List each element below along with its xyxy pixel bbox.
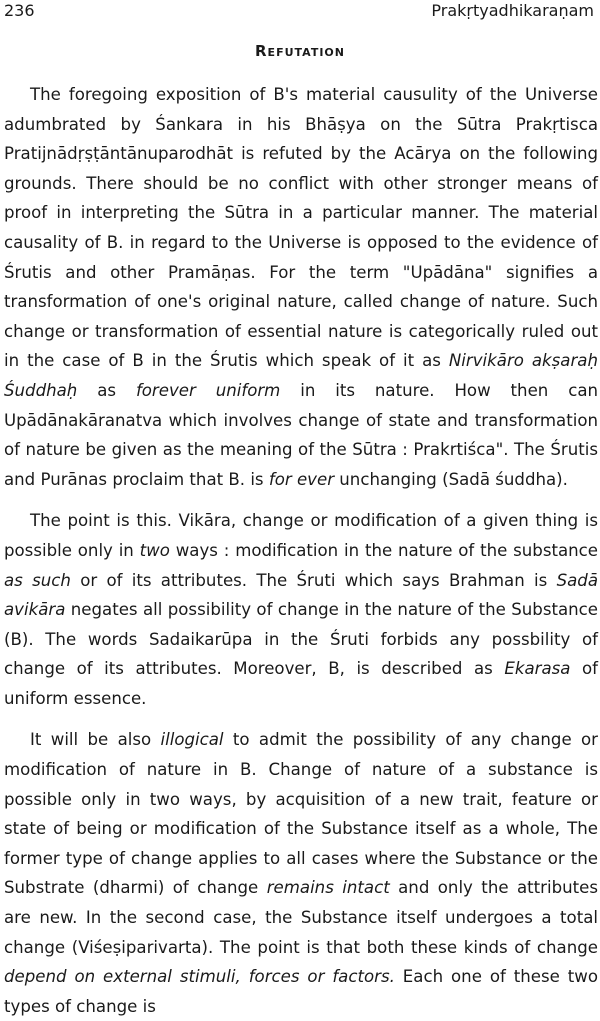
page-header xyxy=(0,0,600,26)
text-run: as xyxy=(77,380,136,400)
italic-phrase: depend on external stimuli, forces or factors. xyxy=(4,967,395,987)
text-run: of uniform essence. xyxy=(4,659,598,708)
text-run: or of its attributes. The Śruti which says Brahman is xyxy=(70,570,557,590)
paragraph-2 xyxy=(4,506,598,713)
text-run: negates all possibility of change in the nature of the Substance (B). The words Sadaikarūpa in the Śruti forbids any possbility of change of its attributes. Moreover, B, is described as xyxy=(4,600,598,679)
text-run: Each one of these two types of change is xyxy=(4,967,598,1016)
italic-phrase: illogical xyxy=(160,730,224,750)
paragraph-1 xyxy=(4,80,598,494)
paragraph-3 xyxy=(4,725,598,1021)
text-run: to admit the possibility of any change or modification of nature in B. Change of nature of a substance is possible only in two ways, by acquisition of a new trait, feature or state of being or modification of the Substance itself as a whole, The former type of change applies to all cases where the Substance or the Substrate (dharmi) of change xyxy=(4,730,598,898)
italic-phrase: Ekarasa xyxy=(504,659,571,679)
text-run: unchanging (Sadā śuddha). xyxy=(334,469,568,489)
italic-phrase: for ever xyxy=(268,469,335,489)
italic-phrase: Sadā avikāra xyxy=(4,570,598,620)
page-number: 236 xyxy=(4,1,35,20)
text-run: It will be also xyxy=(30,730,161,750)
italic-phrase: forever uniform xyxy=(135,380,281,400)
section-title: Refutation xyxy=(255,42,345,60)
text-run: and only the attributes are new. In the second case, the Substance itself undergoes a total change (Viśeṣiparivarta). The point is that both these kinds of change xyxy=(4,878,598,957)
italic-phrase: as such xyxy=(4,570,71,590)
text-run: The point is this. Vikāra, change or modification of a given thing is possible only in xyxy=(4,511,598,560)
text-run: in its nature. How then can Upādānakāranatva which involves change of state and transformation of nature be given as the meaning of the Sūtra : Prakrtiśca". The Śrutis and Purānas proclaim that B. is xyxy=(4,380,598,489)
italic-phrase: remains intact xyxy=(266,878,390,898)
body-text xyxy=(4,80,598,1021)
text-run: The foregoing exposition of B's material causulity of the Universe adumbrated by Śankara in his Bhāṣya on the Sūtra Prakṛtisca Pratijnādṛṣṭāntānuparodhāt is refuted by the Acārya on the following grounds. There should be no conflict with other stronger means of proof in interpreting the Sūtra in a particular manner. The material causality of B. in regard to the Universe is opposed to the evidence of Śrutis and other Pramāṇas. For the term "Upādāna" signifies a transformation of one's original nature, called change of nature. Such change or transformation of essential nature is categorically ruled out in the case of B in the Śrutis which speak of it as xyxy=(4,85,598,371)
italic-phrase: two xyxy=(139,540,170,560)
italic-phrase: Nirvikāro akṣaraḥ Śuddhaḥ xyxy=(4,351,598,400)
text-run: ways : modification in the nature of the substance xyxy=(169,540,598,560)
running-title: Prakṛtyadhikaraṇam xyxy=(431,1,594,20)
